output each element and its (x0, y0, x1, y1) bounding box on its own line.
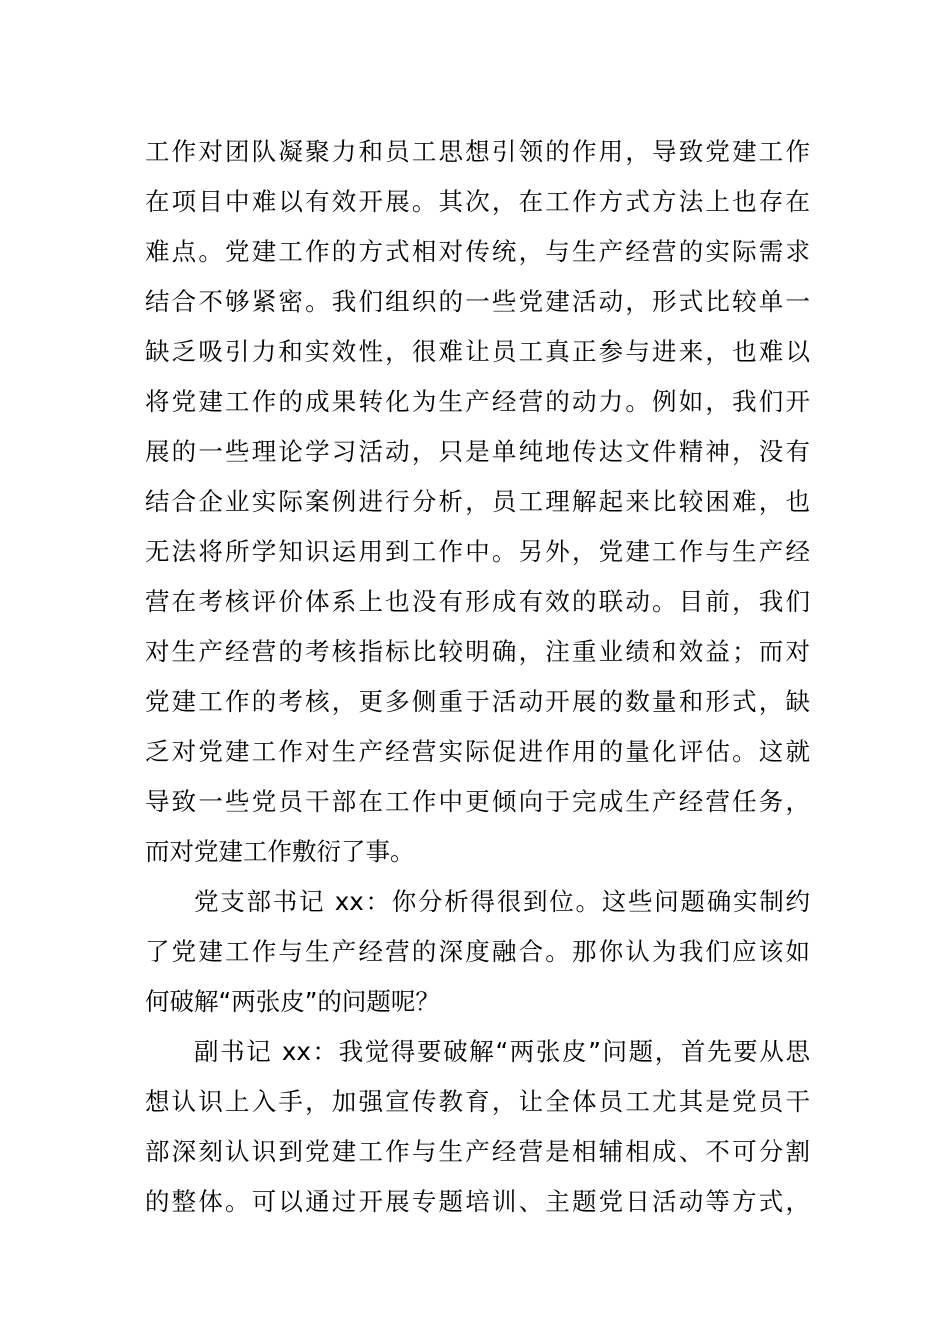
text-line: 无法将所学知识运用到工作中。另外，党建工作与生产经 (145, 537, 810, 566)
text-line: 营在考核评价体系上也没有形成有效的联动。目前，我们 (145, 587, 810, 616)
document-body (145, 127, 810, 1227)
text-line: 对生产经营的考核指标比较明确，注重业绩和效益；而对 (145, 637, 810, 666)
text-line: 在项目中难以有效开展。其次，在工作方式方法上也存在 (145, 187, 810, 216)
paragraph-end-line: 何破解“两张皮”的问题呢？ (145, 987, 440, 1016)
text-line: 了党建工作与生产经营的深度融合。那你认为我们应该如 (145, 937, 810, 966)
text-line: 工作对团队凝聚力和员工思想引领的作用，导致党建工作 (145, 137, 810, 166)
text-line: 结合企业实际案例进行分析，员工理解起来比较困难，也 (145, 487, 810, 516)
text-line: 展的一些理论学习活动，只是单纯地传达文件精神，没有 (145, 437, 810, 466)
text-line: 部深刻认识到党建工作与生产经营是相辅相成、不可分割 (145, 1137, 810, 1166)
text-line: 乏对党建工作对生产经营实际促进作用的量化评估。这就 (145, 737, 810, 766)
text-line: 将党建工作的成果转化为生产经营的动力。例如，我们开 (145, 387, 810, 416)
text-line: 导致一些党员干部在工作中更倾向于完成生产经营任务， (145, 787, 810, 816)
paragraph-start-line: 副书记 xx：我觉得要破解“两张皮”问题，首先要从思 (194, 1037, 810, 1066)
text-line: 想认识上入手，加强宣传教育，让全体员工尤其是党员干 (145, 1087, 810, 1116)
text-line: 结合不够紧密。我们组织的一些党建活动，形式比较单一 (145, 287, 810, 316)
text-line: 的整体。可以通过开展专题培训、主题党日活动等方式， (145, 1187, 810, 1216)
text-line: 党建工作的考核，更多侧重于活动开展的数量和形式，缺 (145, 687, 810, 716)
text-line: 难点。党建工作的方式相对传统，与生产经营的实际需求 (145, 237, 810, 266)
text-line: 缺乏吸引力和实效性，很难让员工真正参与进来，也难以 (145, 337, 810, 366)
paragraph-end-line: 而对党建工作敷衍了事。 (145, 837, 415, 866)
paragraph-start-line: 党支部书记 xx：你分析得很到位。这些问题确实制约 (194, 887, 810, 916)
